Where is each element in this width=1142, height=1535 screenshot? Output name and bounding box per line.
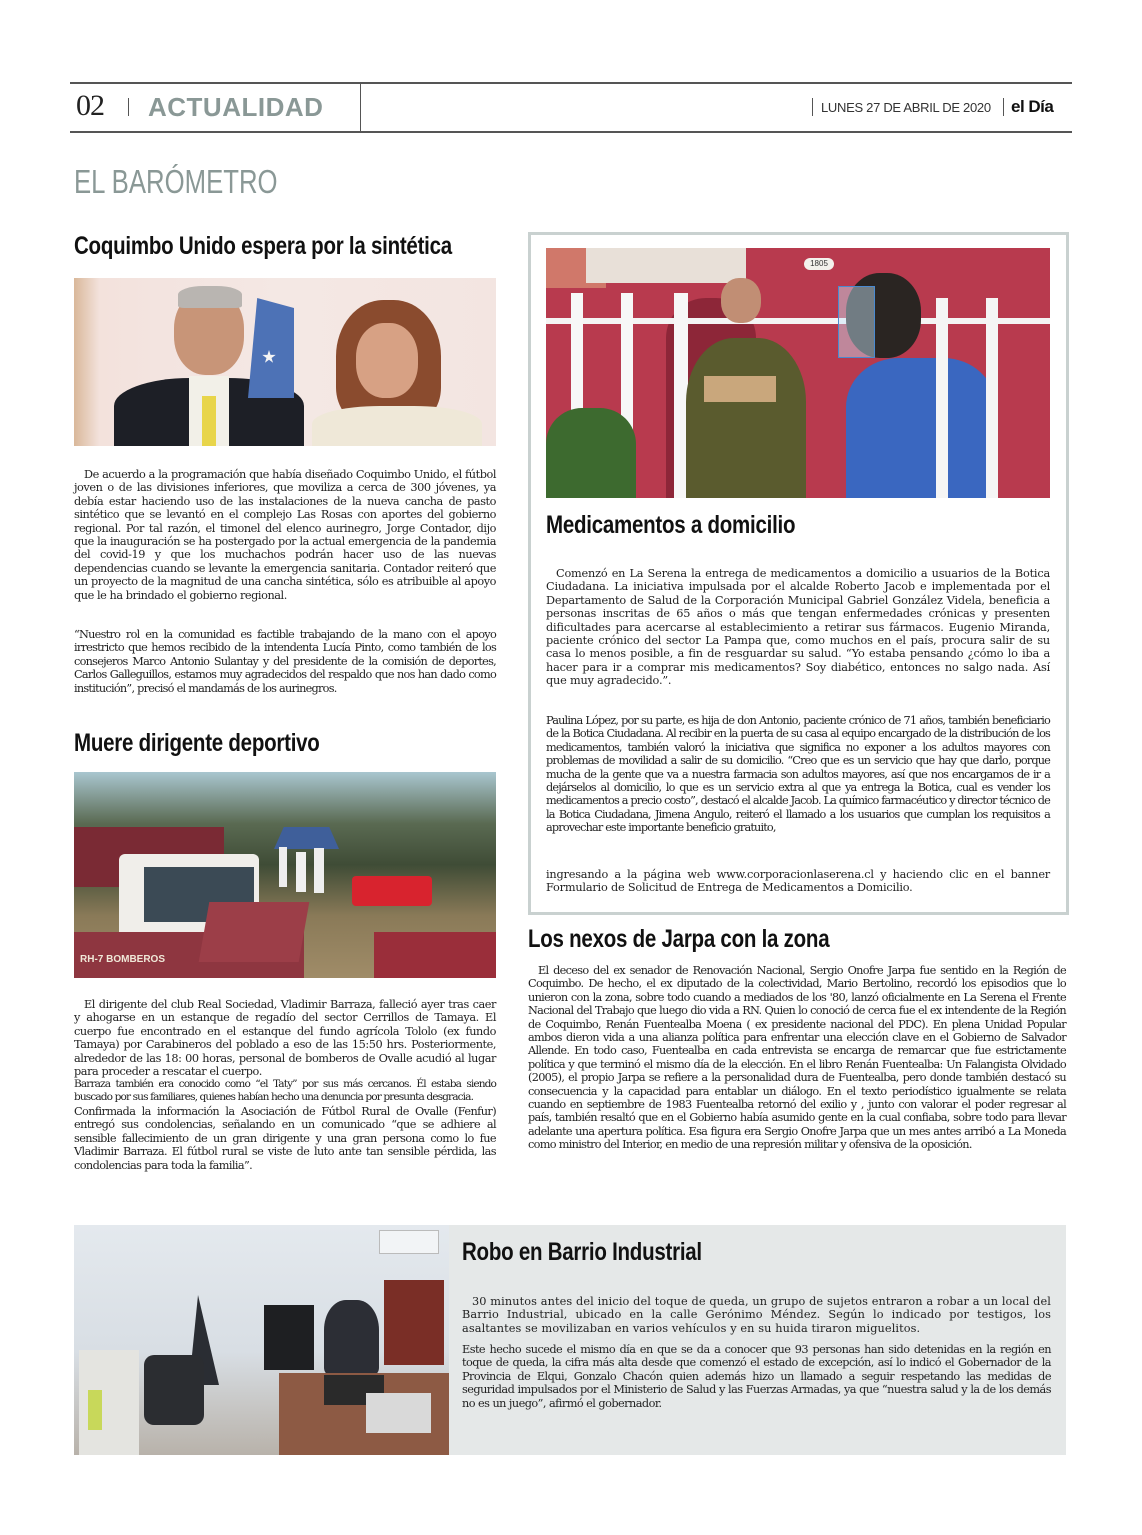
column-title: EL BARÓMETRO xyxy=(74,163,278,200)
article-body-coquimbo-quote: “Nuestro rol en la comunidad es factible trabajando de la mano con el apoyo irrestricto que hemos recibido de la intendenta Lucía Pinto, como también de los consejeros Marco Antonio Sulantay y del presidente de la comisión de deportes, Carlos Galleguillos, estamos muy agradecidos del respaldo que nos han dado como institución”, precisó el mandamás de los aurinegros. xyxy=(74,628,496,695)
article-body-robo: 30 minutos antes del inicio del toque de queda, un grupo de sujetos entraron a robar a un local del Barrio Industrial, ubicado en la calle Gerónimo Méndez. Según lo indicado por testigos, los asaltantes se movilizaban en varios vehículos y en su huida tiraron miguelitos. xyxy=(462,1295,1051,1335)
article-body-jarpa: El deceso del ex senador de Renovación Nacional, Sergio Onofre Jarpa fue sentido en la Región de Coquimbo. De hecho, el ex diputado de la colectividad, Mario Bertolino, recordó los episodios que lo unieron con la zona, sobre todo cuando a mediados de los '80, lanzó oficialmente en La Serena el Frente Nacional del Trabajo que luego dio vida a RN. Quien lo conoció de cerca fue el ex intendente de la Región de Coquimbo, Renán Fuentealba Moena ( ex presidente nacional del PDC). En plena Unidad Popular ambos dieron vida a una alianza política para enfrentar una elección clave en el Gobierno de Salvador Allende. En todo caso, Fuentealba en cada entrevista se encarga de remarcar que fue estrictamente política y que terminó el mismo día de la elección. En el libro Renán Fuentealba: Un Falangista Olvidado (2005), el propio Jarpa se refiere a la personalidad dura de Fuentealba, pero donde también destacó su consecuencia y la capacidad para entablar un diálogo. En el texto periodístico igualmente se relata cuando en septiembre de 1983 Fuentealba retornó del exilio y , junto con valorar el poder regresar al país, también resaltó que en el Gobierno había asumido gente en la cual confiaba, sobre todo para llevar adelante una apertura política. Esa figura era Sergio Onofre Jarpa que un mes antes arribó a La Moneda como ministro del Interior, en medio de una represión militar y ofensiva de la oposición. xyxy=(528,964,1066,1152)
page-number: 02 xyxy=(76,89,104,122)
date-line: LUNES 27 DE ABRIL DE 2020 xyxy=(821,100,991,115)
headline-robo[interactable]: Robo en Barrio Industrial xyxy=(462,1238,702,1266)
photo-medicine-delivery xyxy=(546,248,1050,498)
header-divider xyxy=(360,84,361,131)
headline-medicamentos[interactable]: Medicamentos a domicilio xyxy=(546,511,796,539)
article-body-dirigente: El dirigente del club Real Sociedad, Vladimir Barraza, falleció ayer tras caer y ahogarse en un estanque de regadío del sector Cerrillos de Tamaya. El cuerpo fue encontrado en el estanque del fundo agrícola Tololo (ex fundo Tamaya) por Carabineros del poblado a eso de las 15:50 hrs. Posteriormente, alrededor de las 18: 00 horas, personal de bomberos de Ovalle acudió al lugar para proceder a rescatar el cuerpo. xyxy=(74,998,496,1079)
headline-dirigente[interactable]: Muere dirigente deportivo xyxy=(74,729,320,757)
article-body-robo-2: Este hecho sucede el mismo día en que se da a conocer que 93 personas han sido detenidas en la región en toque de queda, la cifra más alta desde que comenzó el estado de excepción, así lo indicó el Gobernador de la Provincia de Elqui, Gonzalo Chacón quien además hizo un llamado a seguir respetando las medidas de seguridad impulsados por el Ministerio de Salud y las Fuerzas Armadas, ya que “nuestra salud y la de los demás no es un juego”, afirmó el gobernador. xyxy=(462,1343,1051,1410)
article-body-medicamentos-3: ingresando a la página web www.corporacionlaserena.cl y haciendo clic en el banner Formulario de Solicitud de Entrega de Medicamentos a Domicilio. xyxy=(546,868,1050,895)
photo-coquimbo-officials xyxy=(74,278,496,446)
header-separator xyxy=(128,98,129,116)
section-title: ACTUALIDAD xyxy=(148,92,324,122)
article-body-dirigente-3: Confirmada la información la Asociación de Fútbol Rural de Ovalle (Fenfur) entregó sus condolencias, señalando en un comunicado “que se adhiere al sensible fallecimiento de un gran dirigente y una gran persona como lo fue Vladimir Barraza. El fútbol rural se viste de luto ante tan sensible pérdida, las condolencias para toda la familia”. xyxy=(74,1105,496,1172)
house-number-plaque: 1805 xyxy=(804,258,834,270)
brand-separator xyxy=(1003,98,1004,116)
photo-firefighters-rescue xyxy=(74,772,496,978)
article-body-coquimbo: De acuerdo a la programación que había diseñado Coquimbo Unido, el fútbol joven o de las divisiones inferiores, que moviliza a cerca de 300 jóvenes, ya debía estar haciendo uso de las instalaciones de la nueva cancha de pasto sintético que se levantó en el complejo Las Rosas con aportes del gobierno regional. Por tal razón, el timonel del elenco aurinegro, Jorge Contador, dijo que la inauguración se ha postergado por la actual emergencia de la pandemia del covid-19 y que los muchachos podrán hacer uso de las nuevas dependencias cuando se levante la emergencia sanitaria. Contador reiteró que un proyecto de la magnitud de una cancha sintética, sólo es atribuible al apoyo que le ha brindado el gobierno regional. xyxy=(74,468,496,602)
headline-jarpa[interactable]: Los nexos de Jarpa con la zona xyxy=(528,925,830,953)
article-body-dirigente-2: Barraza también era conocido como “el Taty” por sus más cercanos. Él estaba siendo buscado por sus familiares, quienes habían hecho una denuncia por presunta desgracia. xyxy=(74,1078,496,1104)
photo-truck-lettering: RH-7 BOMBEROS xyxy=(80,954,166,965)
photo-robbery-office xyxy=(74,1225,449,1455)
article-body-medicamentos: Comenzó en La Serena la entrega de medicamentos a domicilio a usuarios de la Botica Ciudadana. La iniciativa impulsada por el alcalde Roberto Jacob e implementada por el Departamento de Salud de la Corporación Municipal Gabriel González Videla, beneficia a personas inscritas de 65 años o más que tengan enfermedades crónicas y presenten dificultades para acercarse al establecimiento a retirar sus fármacos. Eugenio Miranda, paciente crónico del sector La Pampa que, como muchos en el país, procura salir de su casa lo menos posible, a fin de resguardar su salud. “Yo estaba pensando ¿cómo lo iba a hacer para ir a comprar mis medicamentos? Soy diabético, entonces no salgo nada. Así que muy agradecido.”. xyxy=(546,567,1050,688)
header-top-rule xyxy=(70,82,1072,84)
header-bottom-rule xyxy=(70,131,1072,133)
date-separator xyxy=(812,98,813,116)
headline-coquimbo[interactable]: Coquimbo Unido espera por la sintética xyxy=(74,232,452,260)
article-body-medicamentos-2: Paulina López, por su parte, es hija de don Antonio, paciente crónico de 71 años, también beneficiario de la Botica Ciudadana. Al recibir en la puerta de su casa al equipo encargado de la distribución de los medicamentos, también valoró la iniciativa que significa no exponer a los adultos mayores con problemas de movilidad a salir de su domicilio. “Creo que es un servicio que hay que darlo, porque mucha de la gente que va a nuestra farmacia son adultos mayores, así que nos encargamos de ir a dejárselos al domicilio, lo que es un servicio extra al que ya entrega la Botica, cual es vender los medicamentos a precio costo”, destacó el alcalde Jacob. La químico farmacéutico y director técnico de la Botica Ciudadana, Jimena Angulo, reiteró el llamado a los usuarios que cumplan los requisitos a aprovechar este importante beneficio gratuito, xyxy=(546,714,1050,835)
newspaper-logo: el Día xyxy=(1011,97,1054,116)
